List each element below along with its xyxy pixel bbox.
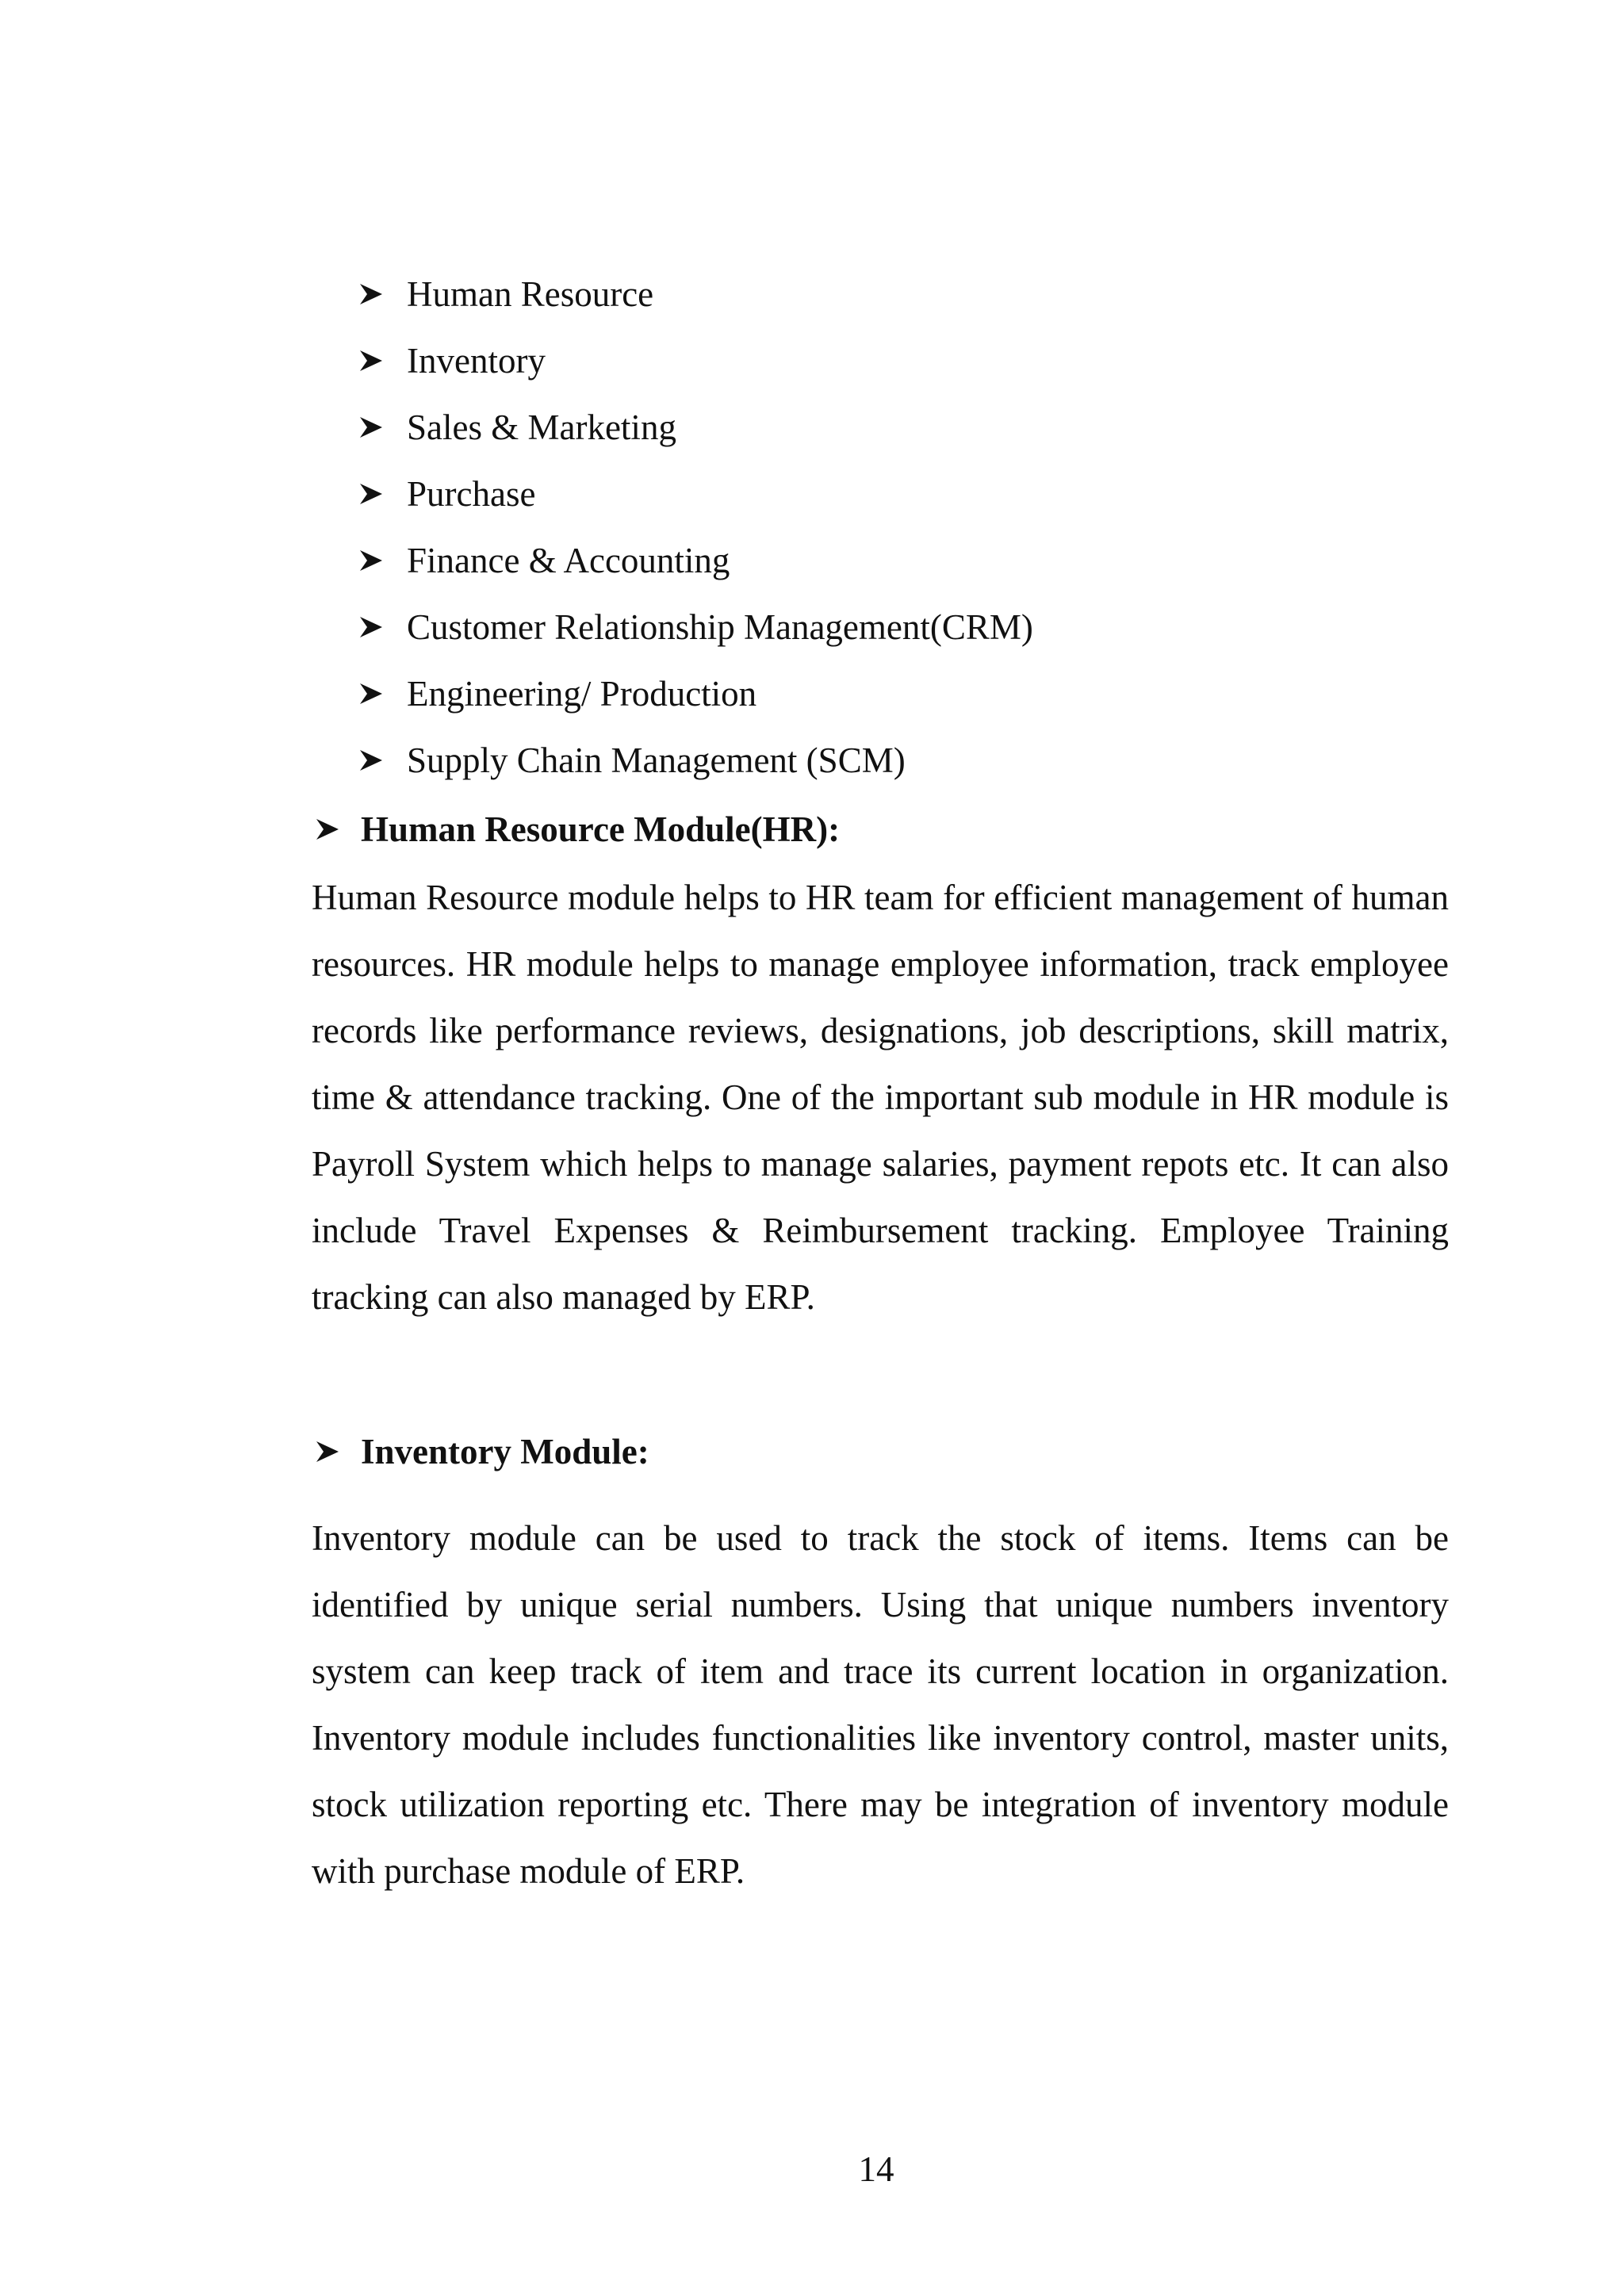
list-item-label: Inventory [407, 341, 546, 381]
list-item [358, 732, 1033, 798]
arrow-bullet-icon [358, 415, 384, 440]
section-heading-inventory [315, 1423, 649, 1480]
arrow-bullet-icon [358, 281, 384, 307]
list-item [358, 532, 1033, 599]
page-number: 14 [858, 2149, 894, 2189]
list-item-label: Sales & Marketing [407, 408, 676, 447]
erp-modules-list [358, 266, 1033, 798]
list-item [358, 399, 1033, 465]
list-item-label: Purchase [407, 474, 536, 514]
section-heading-hr [315, 801, 840, 858]
list-item-label: Engineering/ Production [407, 674, 757, 714]
list-item-label: Customer Relationship Management(CRM) [407, 607, 1033, 647]
section-heading-text: Human Resource Module(HR): [361, 809, 841, 849]
hr-module-paragraph: Human Resource module helps to HR team for efficient management of human resources. HR module helps to manage employee information, track employee records like performance reviews, designations, job descriptions, skill matrix, time & attendance tracking. One of the important sub module in HR module is Payroll System which helps to manage salaries, payment repots etc. It can also include Travel Expenses & Reimbursement tracking. Employee Training tracking can also managed by ERP. [312, 878, 1449, 1317]
list-item [358, 465, 1033, 532]
list-item-label: Human Resource [407, 274, 654, 314]
list-item-label: Supply Chain Management (SCM) [407, 740, 906, 780]
list-item [358, 266, 1033, 332]
arrow-bullet-icon [358, 348, 384, 373]
list-item [358, 599, 1033, 665]
arrow-bullet-icon [358, 481, 384, 507]
list-item-label: Finance & Accounting [407, 541, 730, 580]
arrow-bullet-icon [315, 817, 340, 842]
arrow-bullet-icon [358, 614, 384, 640]
inventory-module-paragraph: Inventory module can be used to track the stock of items. Items can be identified by unique serial numbers. Using that unique numbers inventory system can keep track of item and trace its current location in organization. Inventory module includes functionalities like inventory control, master units, stock utilization reporting etc. There may be integration of inventory module with purchase module of ERP. [312, 1518, 1449, 1891]
arrow-bullet-icon [358, 548, 384, 573]
section-heading-text: Inventory Module: [361, 1432, 649, 1471]
list-item [358, 332, 1033, 399]
arrow-bullet-icon [315, 1439, 340, 1464]
arrow-bullet-icon [358, 748, 384, 773]
arrow-bullet-icon [358, 681, 384, 706]
list-item [358, 665, 1033, 732]
